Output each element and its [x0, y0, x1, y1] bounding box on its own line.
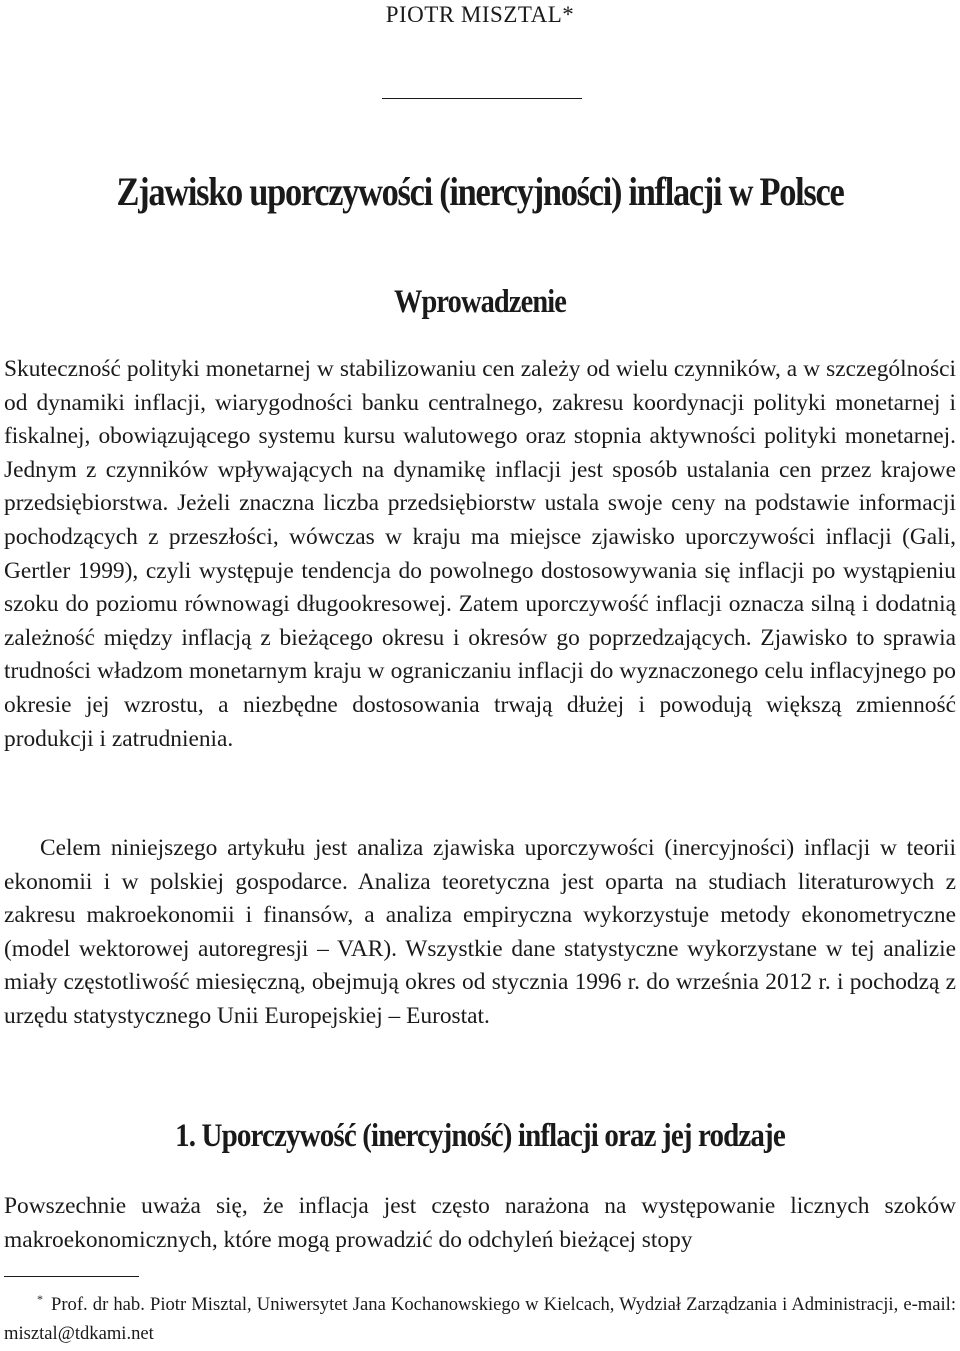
- intro-paragraph-2: Celem niniejszego artykułu jest analiza zjawiska uporczywości (inercyjności) inflacji w teorii ekonomii i w polskiej gospodarce. Analiza teoretyczna jest oparta na studiach literaturowych z zakresu makroekonomii i finansów, a analiza empiryczna wykorzystuje metody ekonometryczne (model wektorowej autoregresji – VAR). Wszystkie dane statystyczne wykorzystane w tej analizie miały częstotliwość miesięczną, obejmują okres od stycznia 1996 r. do września 2012 r. i pochodzą z urzędu statystycznego Unii Europejskiej – Eurostat.: [4, 835, 956, 1029]
- article-title: Zjawisko uporczywości (inercyjności) inflacji w Polsce: [116, 169, 844, 214]
- footnote: [4, 1290, 956, 1348]
- section-1-heading: 1. Uporczywość (inercyjność) inflacji oraz jej rodzaje: [175, 1118, 785, 1154]
- footnote-divider: [4, 1276, 139, 1277]
- footnote-text: Prof. dr hab. Piotr Misztal, Uniwersytet Jana Kochanowskiego w Kielcach, Wydział Zarządzania i Administracji, e-mail: misztal@tdkami.net: [4, 1294, 956, 1344]
- section-1-paragraph-1: Powszechnie uważa się, że inflacja jest często narażona na występowanie licznych szoków makroekonomicznych, które mogą prowadzić do odchyleń bieżącej stopy: [4, 1193, 956, 1253]
- intro-paragraph-1: Skuteczność polityki monetarnej w stabilizowaniu cen zależy od wielu czynników, a w szczególności od dynamiki inflacji, wiarygodności banku centralnego, zakresu koordynacji polityki monetarnej i fiskalnej, obowiązującego systemu kursu walutowego oraz stopnia aktywności polityki monetarnej. Jednym z czynników wpływających na dynamikę inflacji jest sposób ustalania cen przez krajowe przedsiębiorstwa. Jeżeli znaczna liczba przedsiębiorstw ustala swoje ceny na podstawie informacji pochodzących z przeszłości, wówczas w kraju ma miejsce zjawisko uporczywości inflacji (Gali, Gertler 1999), czyli występuje tendencja do powolnego dostosowywania się inflacji po wystąpieniu szoku do poziomu równowagi długookresowej. Zatem uporczywość inflacji oznacza silną i dodatnią zależność między inflacją z bieżącego okresu i okresów go poprzedzających. Zjawisko to sprawia trudności władzom monetarnym kraju w ograniczaniu inflacji do wyznaczonego celu inflacyjnego po okresie jej wzrostu, a niezbędne dostosowania trwają dłużej i powodują większą zmienność produkcji i zatrudnienia.: [4, 356, 956, 752]
- intro-heading: Wprowadzenie: [393, 284, 567, 320]
- author-header: PIOTR MISZTAL*: [385, 2, 575, 27]
- author-divider: [382, 98, 582, 99]
- footnote-marker: *: [37, 1291, 43, 1306]
